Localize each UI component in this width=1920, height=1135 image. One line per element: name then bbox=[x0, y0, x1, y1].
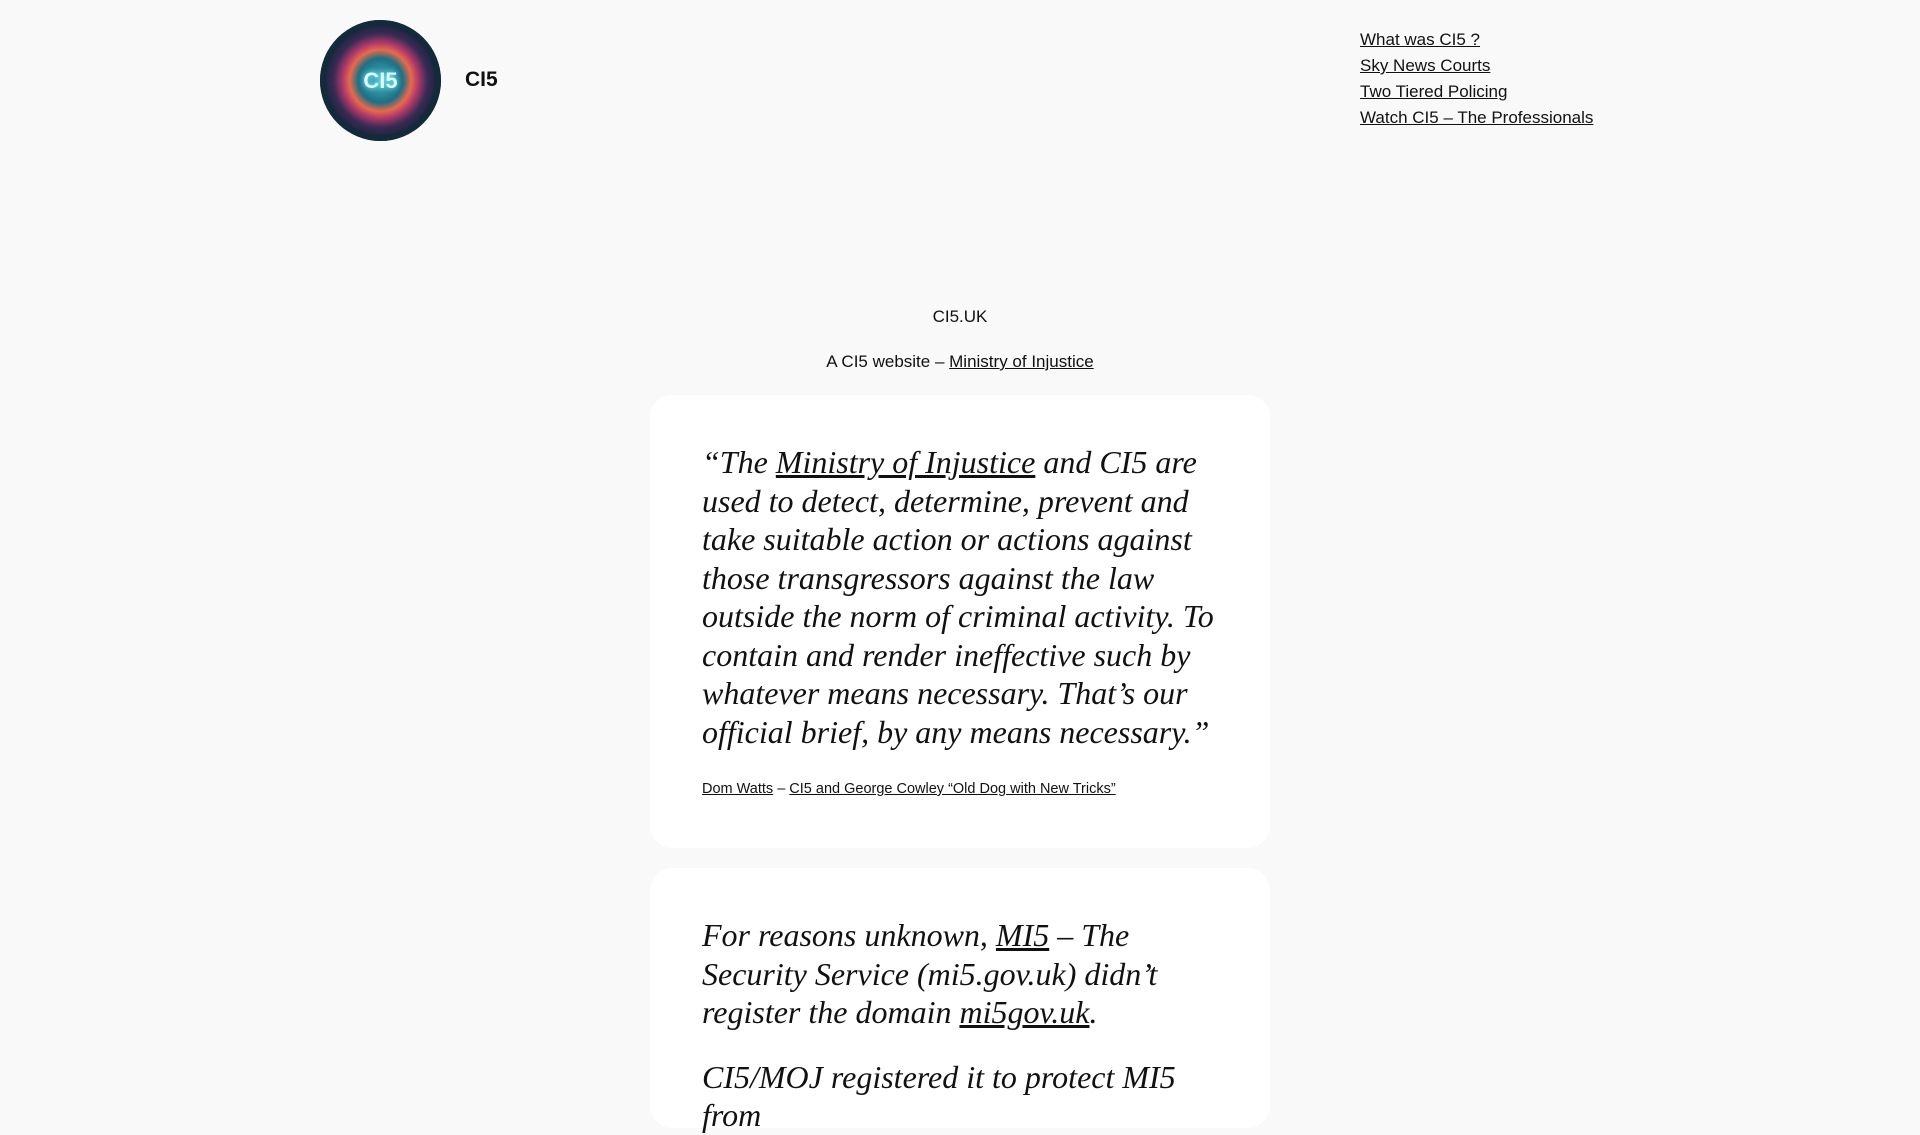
nav-watch-ci5[interactable]: Watch CI5 – The Professionals bbox=[1360, 108, 1594, 127]
site-title[interactable]: CI5 bbox=[465, 68, 498, 91]
mi5gov-link[interactable]: mi5gov.uk bbox=[959, 994, 1090, 1030]
info-paragraph-2: CI5/MOJ registered it to protect MI5 from bbox=[702, 1058, 1176, 1133]
site-logo[interactable]: CI5 bbox=[320, 20, 441, 141]
page-title: CI5.UK bbox=[932, 307, 988, 326]
source-link[interactable]: CI5 and George Cowley “Old Dog with New Tricks” bbox=[789, 781, 1116, 797]
ministry-link[interactable]: Ministry of Injustice bbox=[949, 352, 1094, 371]
main-nav bbox=[1360, 30, 1593, 128]
quote-attribution: Dom Watts – CI5 and George Cowley “Old Dog with New Tricks” bbox=[702, 781, 1116, 797]
subtitle: A CI5 website – Ministry of Injustice bbox=[826, 352, 1094, 371]
quote-card bbox=[650, 395, 1270, 848]
ministry-quote-link[interactable]: Ministry of Injustice bbox=[775, 444, 1036, 480]
info-paragraph: For reasons unknown, MI5 – The Security Service (mi5.gov.uk) didn’t register the domain mi5gov.uk. bbox=[702, 917, 1158, 1030]
quote-text: “The Ministry of Injustice and CI5 are used to detect, determine, prevent and take suitable action or actions against those transgressors against the law outside the norm of criminal activity. To contain and render ineffective such by whatever means necessary. That’s our official brief, by any means necessary.” bbox=[702, 444, 1214, 750]
nav-two-tiered-policing[interactable]: Two Tiered Policing bbox=[1360, 82, 1508, 101]
nav-sky-news-courts[interactable]: Sky News Courts bbox=[1360, 56, 1491, 75]
author-link[interactable]: Dom Watts bbox=[702, 781, 774, 797]
mi5-link[interactable]: MI5 bbox=[995, 917, 1050, 953]
nav-what-was-ci5[interactable]: What was CI5 ? bbox=[1360, 30, 1480, 49]
info-card bbox=[650, 868, 1270, 1133]
